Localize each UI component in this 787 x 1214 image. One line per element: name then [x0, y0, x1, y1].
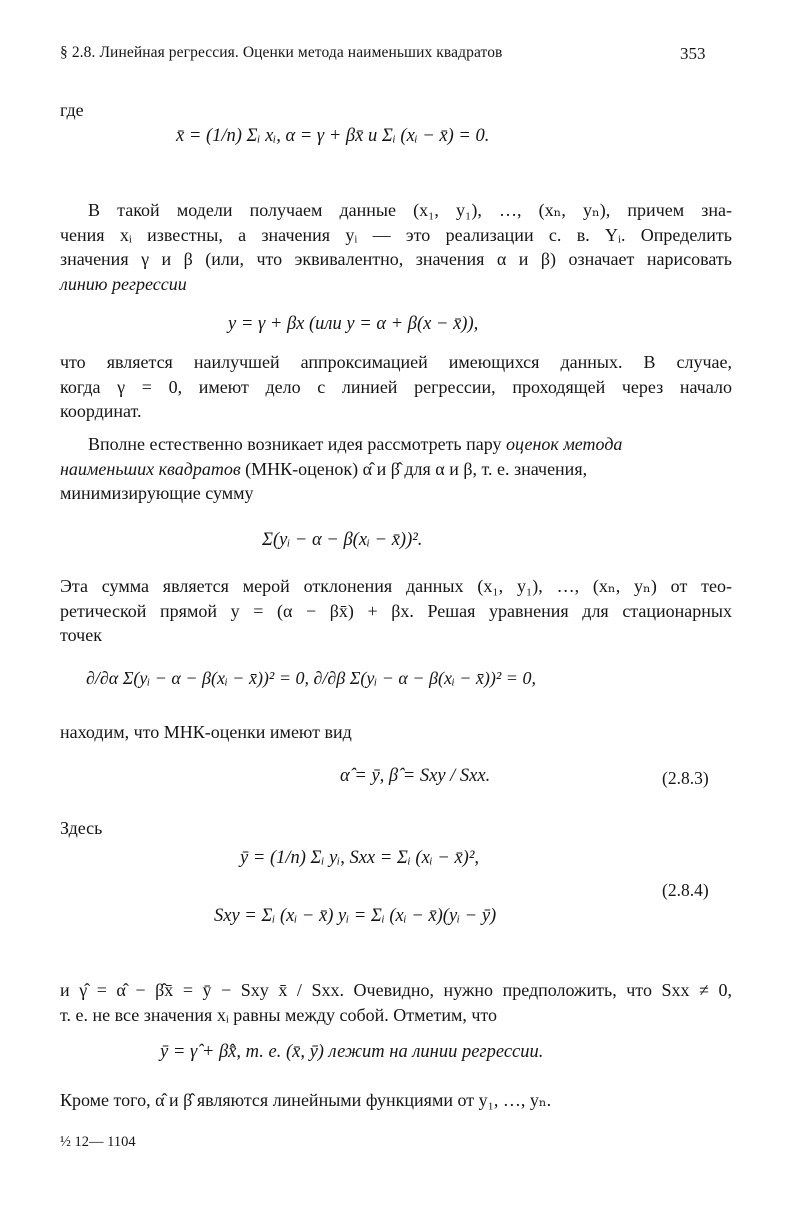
signature-mark: ½ 12— 1104 [60, 1134, 136, 1150]
page-number: 353 [680, 44, 706, 63]
paragraph-line: значения γ и β (или, что эквивалентно, значения α и β) означает нарисовать [60, 249, 732, 270]
paragraph-line: В такой модели получаем данные (x₁, y₁), …, (xₙ, yₙ), причем зна- [88, 200, 732, 220]
paragraph-line [60, 457, 732, 482]
paragraph-text: Вполне естественно возникает идея рассмотреть пару [88, 434, 507, 454]
paragraph-line [60, 432, 732, 457]
paragraph-lsq [60, 432, 732, 506]
equation-number: (2.8.3) [662, 768, 709, 788]
paragraph-line: ретической прямой y = (α − βx̄) + βx. Решая уравнения для стационарных [60, 600, 732, 621]
equation-stationary-points: ∂/∂α Σ(yᵢ − α − β(xᵢ − x̄))² = 0, ∂/∂β Σ(yᵢ − α − β(xᵢ − x̄))² = 0, [86, 668, 536, 688]
lsq-term: наименьших квадратов [60, 458, 241, 479]
paragraph-line: когда γ = 0, имеют дело с линией регрессии, проходящей через начало [60, 376, 732, 397]
paragraph-model [60, 198, 732, 296]
lsq-term: оценок метода [506, 434, 623, 454]
paragraph-estimates-intro: находим, что МНК-оценки имеют вид [60, 722, 352, 742]
paragraph-deviation [60, 574, 732, 648]
paragraph-line: минимизирующие сумму [60, 483, 254, 504]
paragraph-line: т. е. не все значения xᵢ равны между собой. Отметим, что [60, 1004, 498, 1025]
equation-means: x̄ = (1/n) Σᵢ xᵢ, α = γ + βx̄ и Σᵢ (xᵢ − x̄) = 0. [176, 126, 490, 146]
where-word: где [60, 100, 84, 120]
paragraph-line: что является наилучшей аппроксимацией имеющихся данных. В случае, [60, 352, 732, 372]
paragraph-approximation [60, 350, 732, 424]
paragraph-line: координат. [60, 401, 142, 422]
running-header: § 2.8. Линейная регрессия. Оценки метода наименьших квадратов [60, 44, 503, 61]
equation-estimates: α̂ = ȳ, β̂ = Sxy / Sxx. [340, 766, 491, 786]
here-word: Здесь [60, 818, 103, 838]
paragraph-line: и γ̂ = α̂ − β̂x̄ = ȳ − Sxy x̄ / Sxx. Очевидно, нужно предположить, что Sxx ≠ 0, [60, 980, 732, 1000]
paragraph-line: чения xᵢ известны, а значения yᵢ — это реализации с. в. Yᵢ. Определить [60, 224, 732, 245]
paragraph-line: точек [60, 625, 102, 646]
paragraph-linearity: Кроме того, α̂ и β̂ являются линейными функциями от y₁, …, yₙ. [60, 1090, 552, 1110]
equation-number: (2.8.4) [662, 880, 709, 900]
paragraph-gamma-hat [60, 978, 732, 1027]
equation-definitions-2: Sxy = Σᵢ (xᵢ − x̄) yᵢ = Σᵢ (xᵢ − x̄)(yᵢ − ȳ) [214, 906, 497, 926]
equation-center-point: ȳ = γ̂ + β̂x̄, т. е. (x̄, ȳ) лежит на линии регрессии. [160, 1042, 544, 1062]
equation-definitions-1: ȳ = (1/n) Σᵢ yᵢ, Sxx = Σᵢ (xᵢ − x̄)², [240, 848, 479, 868]
regression-line-term: линию регрессии [60, 273, 187, 294]
equation-regression-line: y = γ + βx (или y = α + β(x − x̄)), [228, 314, 479, 334]
paragraph-line: Эта сумма является мерой отклонения данных (x₁, y₁), …, (xₙ, yₙ) от тео- [60, 576, 732, 596]
paragraph-text: (МНК-оценок) α̂ и β̂ для α и β, т. е. значения, [240, 458, 588, 479]
equation-sum-of-squares: Σ(yᵢ − α − β(xᵢ − x̄))². [262, 530, 423, 550]
